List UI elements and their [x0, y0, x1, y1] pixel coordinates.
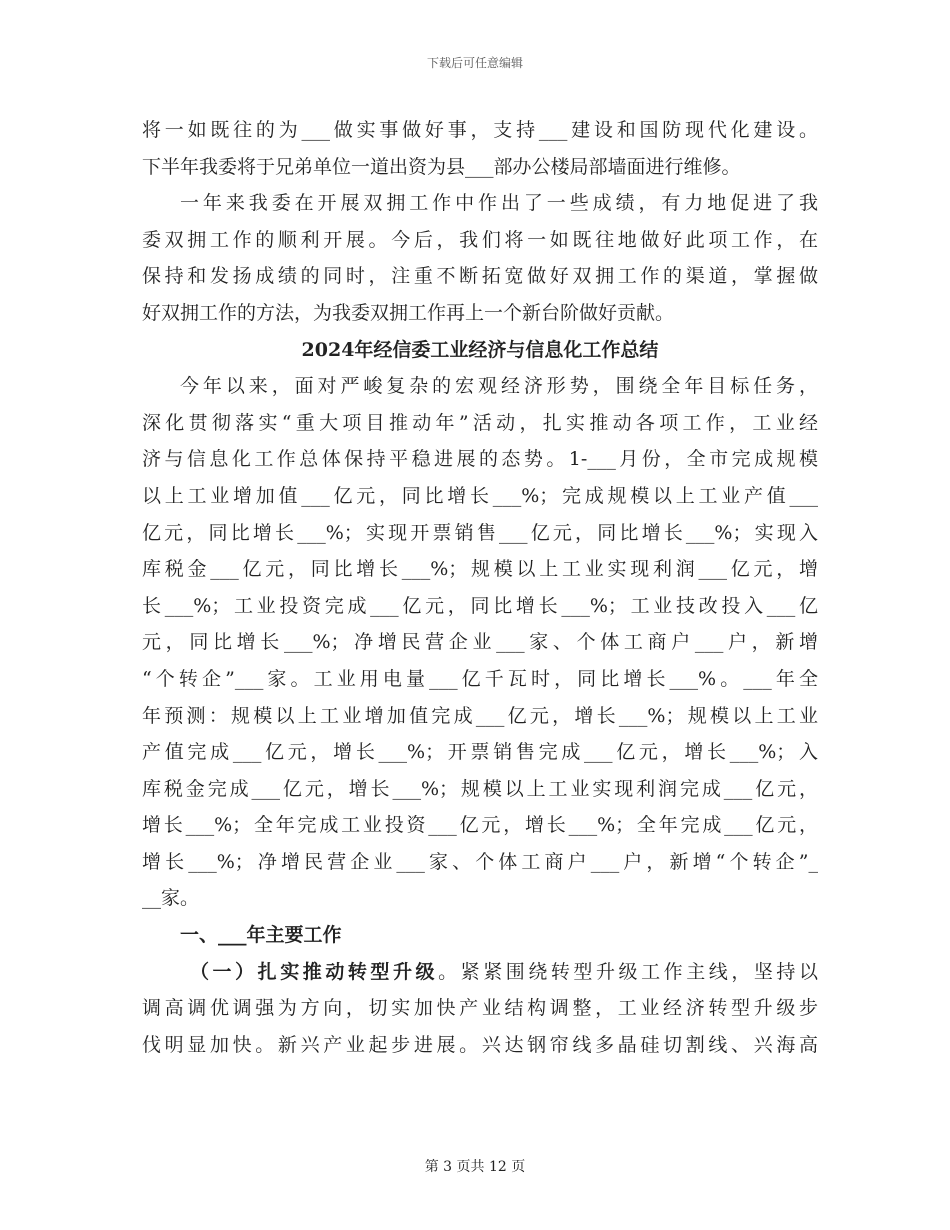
- section-title: 2024年经信委工业经济与信息化工作总结: [301, 338, 659, 361]
- text-line: 年预测：规模以上工业增加值完成___亿元，增长___%；规模以上工业: [142, 704, 818, 727]
- text-line: “个转企”___家。工业用电量___亿千瓦时，同比增长___%。___年全: [142, 667, 818, 690]
- text-line: __家。: [142, 887, 200, 910]
- text-line: 亿元，同比增长___%；实现开票销售___亿元，同比增长___%；实现入: [142, 521, 818, 544]
- text-line: 今年以来，面对严峻复杂的宏观经济形势，围绕全年目标任务，: [180, 375, 818, 398]
- text-line: 增长___%；净增民营企业___家、个体工商户___户，新增“个转企”_: [142, 850, 818, 873]
- text-span: 。紧紧围绕转型升级工作主线，坚持以: [438, 960, 818, 983]
- subsection-lead: （一）扎实推动转型升级: [190, 960, 439, 983]
- text-line: 库税金___亿元，同比增长___%；规模以上工业实现利润___亿元，增: [142, 558, 818, 581]
- text-line: 元，同比增长___%；净增民营企业___家、个体工商户___户，新增: [142, 631, 818, 654]
- document-body: [142, 112, 818, 1063]
- text-line: 增长___%；全年完成工业投资___亿元，增长___%；全年完成___亿元，: [142, 814, 818, 837]
- text-line: 库税金完成___亿元，增长___%；规模以上工业实现利润完成___亿元，: [142, 777, 818, 800]
- text-line: 以上工业增加值___亿元，同比增长___%；完成规模以上工业产值___: [142, 484, 818, 507]
- text-line: 保持和发扬成绩的同时，注重不断拓宽做好双拥工作的渠道，掌握做: [142, 265, 818, 288]
- text-line: 一年来我委在开展双拥工作中作出了一些成绩，有力地促进了我: [180, 192, 818, 215]
- section-heading: 一、___年主要工作: [180, 924, 342, 947]
- text-line: 好双拥工作的方法，为我委双拥工作再上一个新台阶做好贡献。: [142, 301, 675, 324]
- text-line: 下半年我委将于兄弟单位一道出资为县___部办公楼局部墙面进行维修。: [142, 155, 741, 178]
- text-line: 委双拥工作的顺利开展。今后，我们将一如既往地做好此项工作，在: [142, 228, 818, 251]
- text-line: 济与信息化工作总体保持平稳进展的态势。1-___月份，全市完成规模: [142, 448, 818, 471]
- text-line: [142, 954, 818, 991]
- text-line: 长___%；工业投资完成___亿元，同比增长___%；工业技改投入___亿: [142, 594, 818, 617]
- text-line: 深化贯彻落实“重大项目推动年”活动，扎实推动各项工作，工业经: [142, 411, 818, 434]
- page-footer: 第 3 页共 12 页: [424, 1159, 526, 1175]
- text-line: 将一如既往的为___做实事做好事，支持___建设和国防现代化建设。: [142, 119, 818, 141]
- text-line: 伐明显加快。新兴产业起步进展。兴达钢帘线多晶硅切割线、兴海高: [142, 1033, 818, 1056]
- page-header: 下载后可任意编辑: [426, 56, 523, 70]
- text-line: 调高调优调强为方向，切实加快产业结构调整，工业经济转型升级步: [142, 997, 818, 1020]
- text-line: 产值完成___亿元，增长___%；开票销售完成___亿元，增长___%；入: [142, 741, 818, 764]
